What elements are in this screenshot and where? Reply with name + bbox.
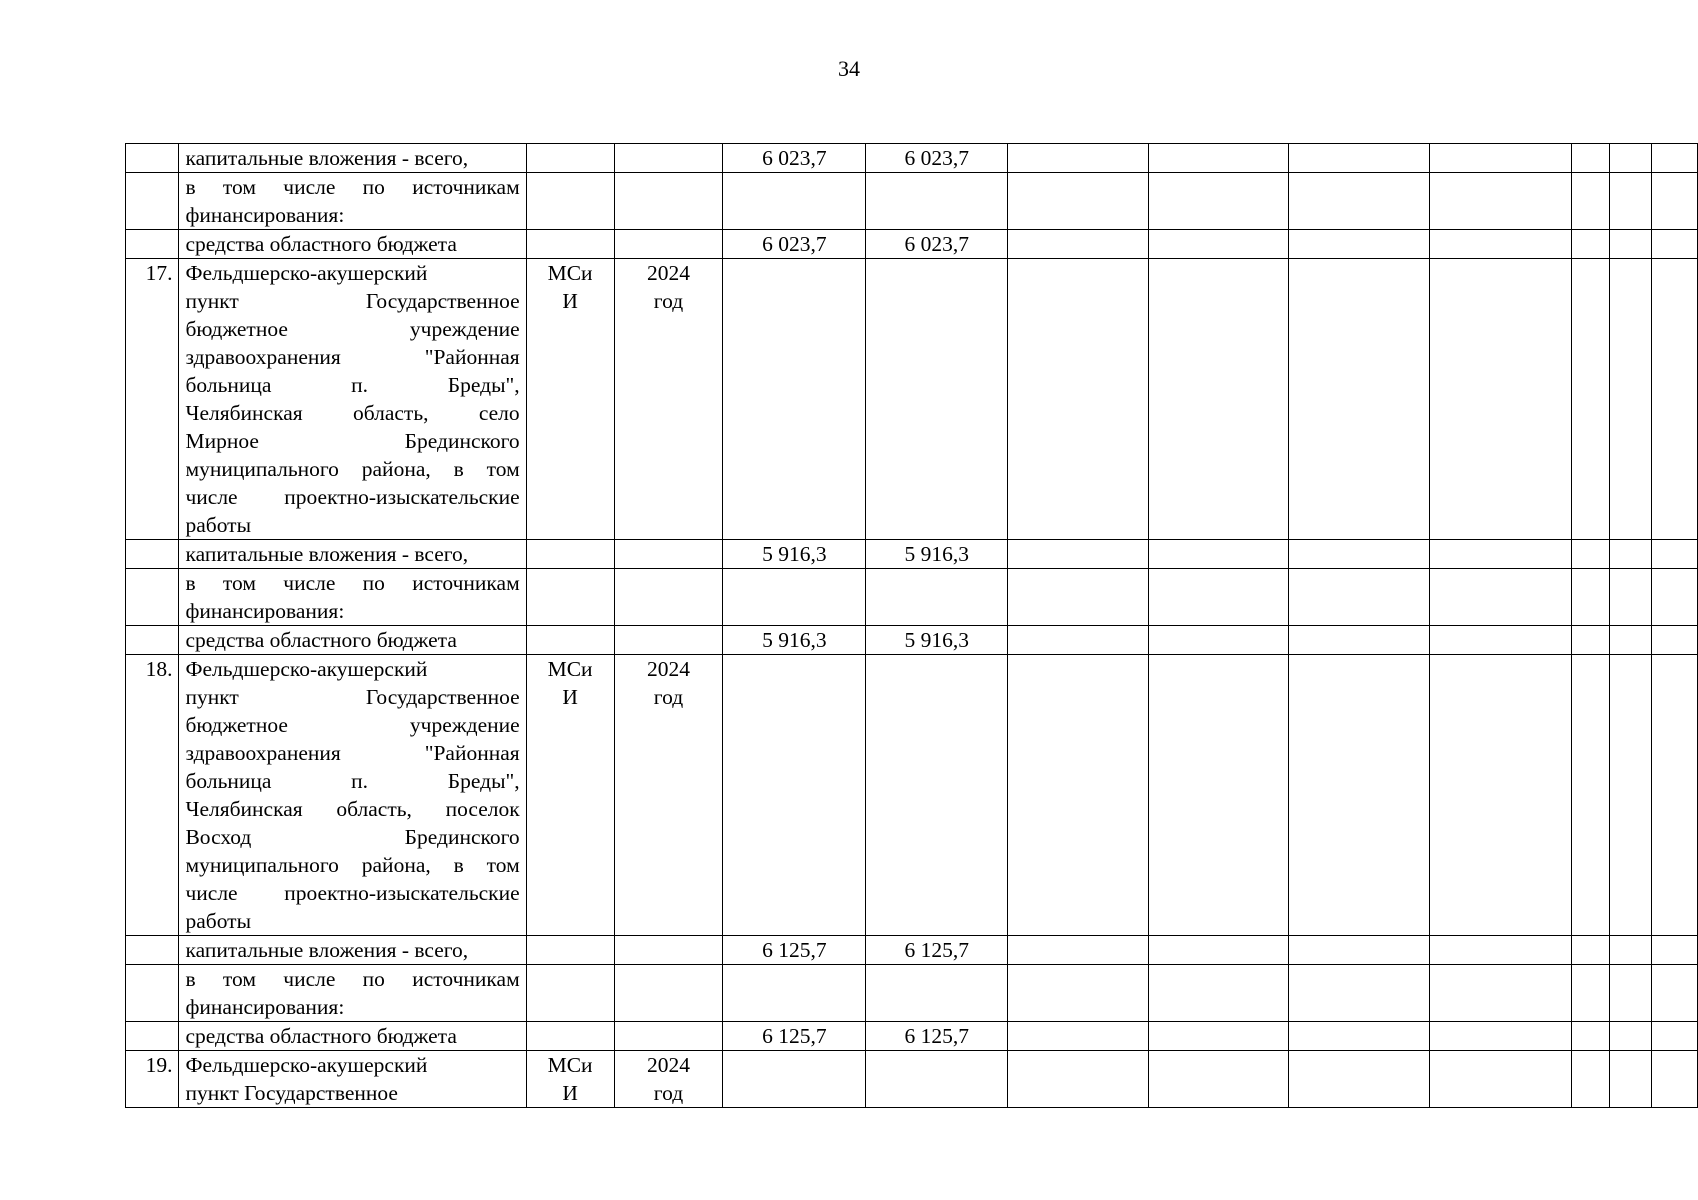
empty-cell — [1149, 965, 1289, 1022]
amount-year-cell — [866, 1051, 1008, 1108]
table-row — [126, 626, 1698, 655]
empty-cell — [1008, 173, 1149, 230]
amount-year-cell — [866, 655, 1008, 936]
amount-year-cell — [866, 965, 1008, 1022]
empty-cell — [1430, 540, 1572, 569]
row-name-cell — [179, 655, 526, 936]
customer-cell — [526, 173, 614, 230]
amount-year-cell: 6 023,7 — [866, 230, 1008, 259]
row-number-cell — [126, 626, 179, 655]
empty-cell — [1008, 1051, 1149, 1108]
empty-cell — [1430, 965, 1572, 1022]
name-line: Челябинская область, поселок — [185, 797, 520, 821]
amount-year-cell: 6 125,7 — [866, 1022, 1008, 1051]
empty-cell — [1289, 173, 1430, 230]
row-name-cell — [179, 230, 526, 259]
table-row — [126, 655, 1698, 936]
amount-total-cell — [723, 259, 866, 540]
table-row — [126, 144, 1698, 173]
name-line: бюджетное учреждение — [185, 317, 520, 341]
empty-cell — [1430, 569, 1572, 626]
amount-total-cell: 6 125,7 — [723, 936, 866, 965]
name-line: пункт Государственное — [185, 1081, 398, 1105]
row-number-cell — [126, 144, 179, 173]
empty-cell — [1149, 144, 1289, 173]
empty-cell — [1289, 655, 1430, 936]
name-line: работы — [185, 909, 252, 933]
empty-cell — [1610, 1022, 1652, 1051]
name-line: финансирования: — [185, 995, 345, 1019]
name-line: Мирное Брединского — [185, 429, 520, 453]
empty-cell — [1008, 144, 1149, 173]
empty-cell — [1610, 173, 1652, 230]
amount-total-cell: 6 023,7 — [723, 144, 866, 173]
name-line: числе проектно-изыскательские — [185, 881, 520, 905]
year-cell — [614, 173, 723, 230]
customer-cell: МСи И — [526, 1051, 614, 1108]
row-name-cell — [179, 1022, 526, 1051]
year-cell — [614, 569, 723, 626]
year-cell — [614, 936, 723, 965]
row-name-cell — [179, 144, 526, 173]
empty-cell — [1149, 230, 1289, 259]
name-line: здравоохранения "Районная — [185, 345, 520, 369]
name-line: капитальные вложения - всего, — [185, 542, 469, 566]
empty-cell — [1149, 569, 1289, 626]
name-line: пункт Государственное — [185, 685, 520, 709]
empty-cell — [1572, 936, 1610, 965]
name-line: бюджетное учреждение — [185, 713, 520, 737]
empty-cell — [1652, 259, 1698, 540]
empty-cell — [1149, 1022, 1289, 1051]
row-name-cell — [179, 173, 526, 230]
budget-table — [125, 143, 1698, 1108]
name-line: финансирования: — [185, 203, 345, 227]
empty-cell — [1610, 569, 1652, 626]
row-number-cell — [126, 936, 179, 965]
name-line: Восход Брединского — [185, 825, 520, 849]
empty-cell — [1572, 655, 1610, 936]
empty-cell — [1430, 626, 1572, 655]
empty-cell — [1149, 936, 1289, 965]
amount-total-cell — [723, 655, 866, 936]
table-row — [126, 936, 1698, 965]
year-cell: 2024 год — [614, 1051, 723, 1108]
amount-total-cell — [723, 569, 866, 626]
empty-cell — [1610, 965, 1652, 1022]
amount-year-cell: 6 125,7 — [866, 936, 1008, 965]
empty-cell — [1008, 259, 1149, 540]
row-number-cell: 19. — [126, 1051, 179, 1108]
row-name-cell — [179, 1051, 526, 1108]
empty-cell — [1289, 626, 1430, 655]
table-row — [126, 173, 1698, 230]
amount-total-cell: 5 916,3 — [723, 540, 866, 569]
customer-cell — [526, 569, 614, 626]
table-body — [126, 144, 1698, 1108]
name-line: муниципального района, в том — [185, 853, 520, 877]
year-cell — [614, 965, 723, 1022]
empty-cell — [1652, 540, 1698, 569]
empty-cell — [1572, 569, 1610, 626]
empty-cell — [1610, 540, 1652, 569]
empty-cell — [1430, 144, 1572, 173]
name-line: больница п. Бреды", — [185, 373, 520, 397]
empty-cell — [1289, 1051, 1430, 1108]
empty-cell — [1610, 259, 1652, 540]
table-row — [126, 540, 1698, 569]
empty-cell — [1008, 965, 1149, 1022]
name-line: Фельдшерско-акушерский — [185, 261, 428, 285]
name-line: средства областного бюджета — [185, 232, 457, 256]
row-name-cell — [179, 259, 526, 540]
empty-cell — [1652, 144, 1698, 173]
name-line: в том числе по источникам — [185, 175, 520, 199]
name-line: Челябинская область, село — [185, 401, 520, 425]
empty-cell — [1289, 936, 1430, 965]
empty-cell — [1610, 1051, 1652, 1108]
empty-cell — [1430, 1022, 1572, 1051]
name-line: числе проектно-изыскательские — [185, 485, 520, 509]
amount-total-cell: 5 916,3 — [723, 626, 866, 655]
year-cell: 2024 год — [614, 259, 723, 540]
empty-cell — [1652, 626, 1698, 655]
empty-cell — [1572, 1051, 1610, 1108]
empty-cell — [1572, 173, 1610, 230]
empty-cell — [1652, 173, 1698, 230]
page-number: 34 — [838, 56, 860, 81]
empty-cell — [1430, 173, 1572, 230]
table-row — [126, 1051, 1698, 1108]
empty-cell — [1289, 1022, 1430, 1051]
empty-cell — [1289, 965, 1430, 1022]
customer-cell — [526, 1022, 614, 1051]
amount-year-cell — [866, 173, 1008, 230]
year-cell — [614, 230, 723, 259]
row-name-cell — [179, 936, 526, 965]
year-cell — [614, 540, 723, 569]
empty-cell — [1149, 540, 1289, 569]
empty-cell — [1572, 259, 1610, 540]
empty-cell — [1149, 173, 1289, 230]
empty-cell — [1149, 1051, 1289, 1108]
empty-cell — [1430, 936, 1572, 965]
empty-cell — [1289, 259, 1430, 540]
empty-cell — [1572, 540, 1610, 569]
name-line: больница п. Бреды", — [185, 769, 520, 793]
name-line: средства областного бюджета — [185, 628, 457, 652]
row-number-cell — [126, 965, 179, 1022]
empty-cell — [1610, 626, 1652, 655]
customer-cell — [526, 965, 614, 1022]
row-name-cell — [179, 569, 526, 626]
empty-cell — [1610, 655, 1652, 936]
empty-cell — [1610, 936, 1652, 965]
empty-cell — [1430, 655, 1572, 936]
empty-cell — [1149, 259, 1289, 540]
name-line: капитальные вложения - всего, — [185, 146, 469, 170]
amount-total-cell — [723, 173, 866, 230]
table-row — [126, 230, 1698, 259]
row-number-cell — [126, 1022, 179, 1051]
empty-cell — [1149, 626, 1289, 655]
empty-cell — [1008, 626, 1149, 655]
empty-cell — [1289, 230, 1430, 259]
row-number-cell: 18. — [126, 655, 179, 936]
name-line: муниципального района, в том — [185, 457, 520, 481]
table-row — [126, 259, 1698, 540]
year-cell — [614, 626, 723, 655]
empty-cell — [1652, 655, 1698, 936]
amount-year-cell — [866, 569, 1008, 626]
empty-cell — [1430, 1051, 1572, 1108]
empty-cell — [1652, 965, 1698, 1022]
empty-cell — [1652, 936, 1698, 965]
name-line: капитальные вложения - всего, — [185, 938, 469, 962]
empty-cell — [1572, 144, 1610, 173]
amount-total-cell — [723, 1051, 866, 1108]
row-name-cell — [179, 626, 526, 655]
amount-year-cell: 5 916,3 — [866, 626, 1008, 655]
table-row — [126, 1022, 1698, 1051]
name-line: Фельдшерско-акушерский — [185, 657, 428, 681]
empty-cell — [1572, 965, 1610, 1022]
empty-cell — [1572, 1022, 1610, 1051]
empty-cell — [1430, 230, 1572, 259]
name-line: пункт Государственное — [185, 289, 520, 313]
amount-year-cell: 5 916,3 — [866, 540, 1008, 569]
empty-cell — [1149, 655, 1289, 936]
empty-cell — [1008, 230, 1149, 259]
name-line: в том числе по источникам — [185, 571, 520, 595]
name-line: здравоохранения "Районная — [185, 741, 520, 765]
table-row — [126, 965, 1698, 1022]
name-line: финансирования: — [185, 599, 345, 623]
customer-cell: МСи И — [526, 655, 614, 936]
empty-cell — [1572, 230, 1610, 259]
empty-cell — [1008, 936, 1149, 965]
empty-cell — [1430, 259, 1572, 540]
customer-cell — [526, 936, 614, 965]
name-line: в том числе по источникам — [185, 967, 520, 991]
table-row — [126, 569, 1698, 626]
row-number-cell — [126, 173, 179, 230]
customer-cell — [526, 144, 614, 173]
amount-total-cell — [723, 965, 866, 1022]
empty-cell — [1610, 230, 1652, 259]
amount-total-cell: 6 125,7 — [723, 1022, 866, 1051]
name-line: средства областного бюджета — [185, 1024, 457, 1048]
amount-year-cell — [866, 259, 1008, 540]
amount-year-cell: 6 023,7 — [866, 144, 1008, 173]
customer-cell — [526, 230, 614, 259]
empty-cell — [1008, 1022, 1149, 1051]
row-name-cell — [179, 540, 526, 569]
empty-cell — [1008, 540, 1149, 569]
customer-cell — [526, 540, 614, 569]
row-number-cell: 17. — [126, 259, 179, 540]
empty-cell — [1289, 144, 1430, 173]
name-line: работы — [185, 513, 252, 537]
amount-total-cell: 6 023,7 — [723, 230, 866, 259]
empty-cell — [1572, 626, 1610, 655]
year-cell: 2024 год — [614, 655, 723, 936]
empty-cell — [1652, 569, 1698, 626]
year-cell — [614, 1022, 723, 1051]
empty-cell — [1008, 655, 1149, 936]
empty-cell — [1289, 569, 1430, 626]
empty-cell — [1652, 1022, 1698, 1051]
year-cell — [614, 144, 723, 173]
empty-cell — [1652, 230, 1698, 259]
empty-cell — [1610, 144, 1652, 173]
row-number-cell — [126, 569, 179, 626]
customer-cell: МСи И — [526, 259, 614, 540]
empty-cell — [1289, 540, 1430, 569]
empty-cell — [1008, 569, 1149, 626]
name-line: Фельдшерско-акушерский — [185, 1053, 428, 1077]
customer-cell — [526, 626, 614, 655]
empty-cell — [1652, 1051, 1698, 1108]
row-number-cell — [126, 230, 179, 259]
row-number-cell — [126, 540, 179, 569]
row-name-cell — [179, 965, 526, 1022]
